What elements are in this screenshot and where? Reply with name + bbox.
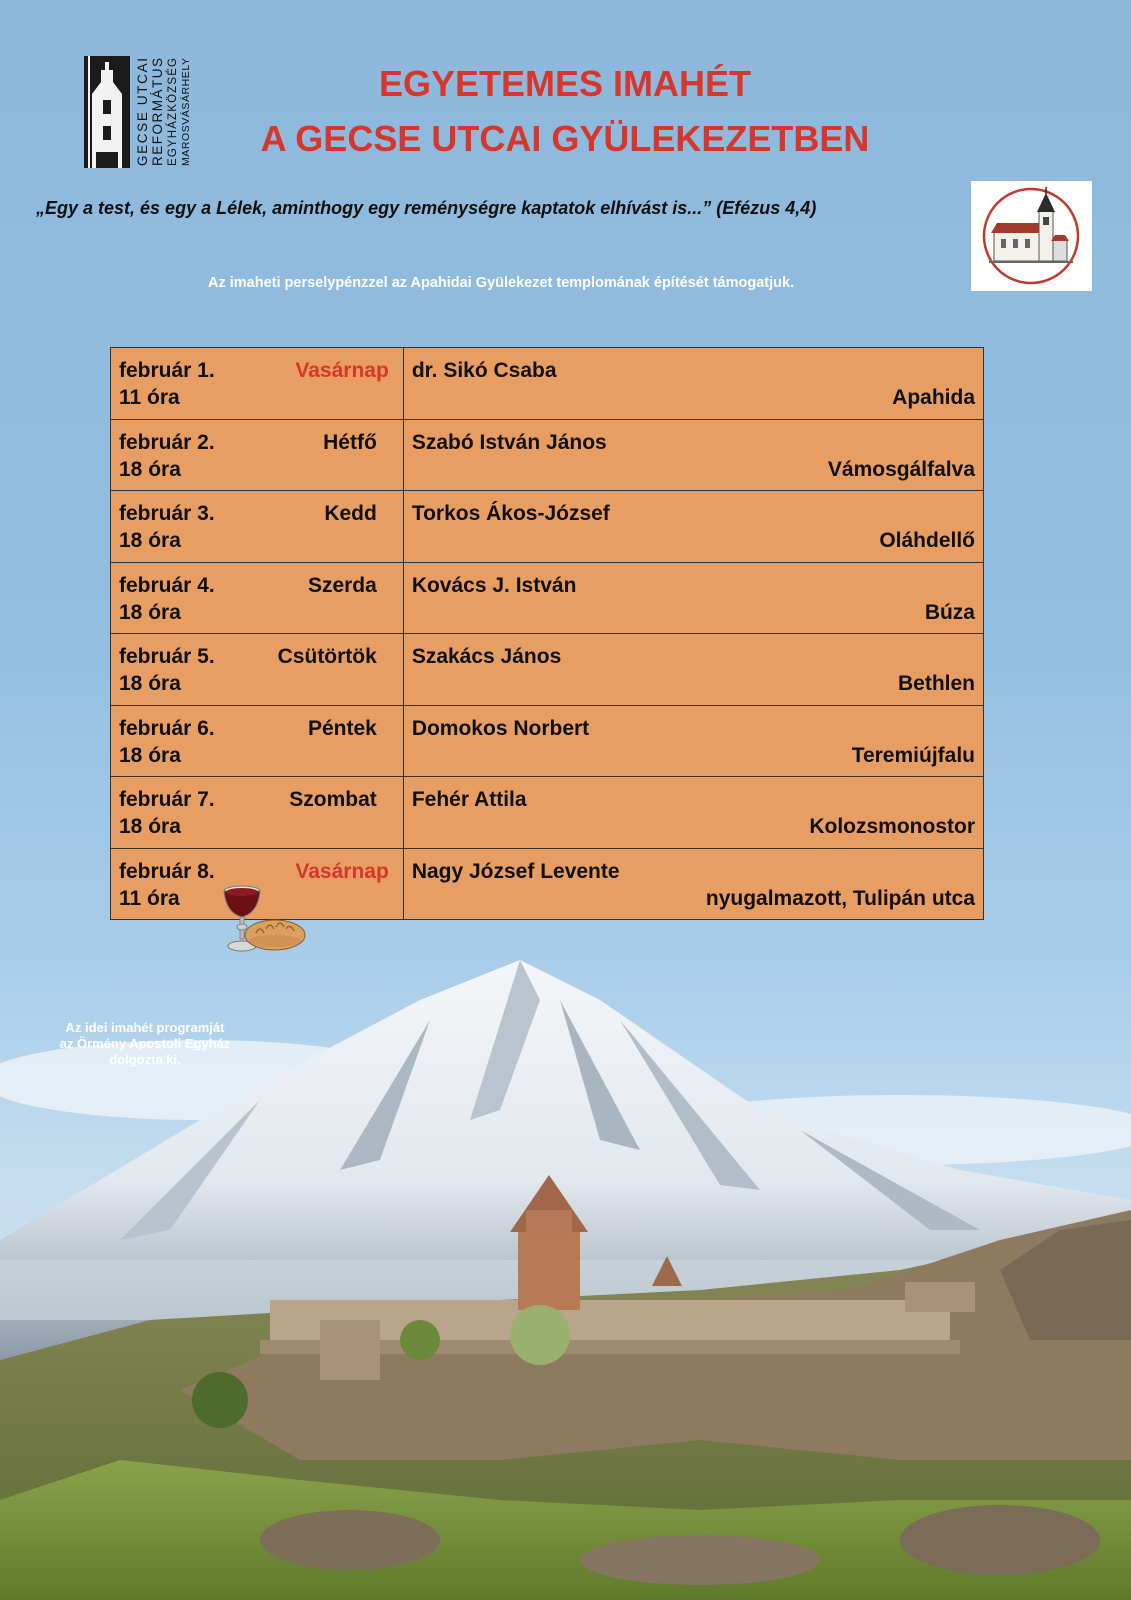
logo-line-2: REFORMÁTUS bbox=[150, 58, 165, 166]
schedule-date-cell bbox=[111, 348, 404, 420]
schedule-row bbox=[111, 705, 984, 777]
donation-note: Az imaheti perselypénzzel az Apahidai Gyülekezet templomának építését támogatjuk. bbox=[208, 275, 795, 291]
schedule-speaker-cell bbox=[403, 491, 983, 563]
schedule-speaker: Domokos Norbert bbox=[411, 716, 590, 740]
schedule-date-cell bbox=[111, 705, 404, 777]
schedule-weekday: Péntek bbox=[307, 716, 377, 740]
page-title-line-1: EGYETEMES IMAHÉT bbox=[378, 63, 752, 104]
schedule-time: 18 óra bbox=[119, 529, 181, 552]
schedule-speaker-cell bbox=[403, 348, 983, 420]
schedule-time: 11 óra bbox=[119, 386, 180, 409]
logo-line-3: EGYHÁZKÖZSÉG bbox=[167, 58, 179, 166]
schedule-date: február 7. bbox=[119, 788, 215, 811]
schedule-date-cell bbox=[111, 491, 404, 563]
schedule-speaker-cell bbox=[403, 777, 983, 849]
schedule-place: Vámosgálfalva bbox=[827, 457, 975, 481]
church-circle-icon-box bbox=[971, 181, 1092, 291]
schedule-speaker: Kovács J. István bbox=[411, 573, 577, 597]
schedule-row bbox=[111, 419, 984, 491]
schedule-speaker: dr. Sikó Csaba bbox=[411, 359, 557, 382]
schedule-weekday: Hétfő bbox=[323, 430, 377, 454]
schedule-time: 18 óra bbox=[119, 672, 181, 695]
schedule-date: február 4. bbox=[119, 573, 215, 597]
schedule-speaker-cell bbox=[403, 705, 983, 777]
schedule-row bbox=[111, 634, 984, 706]
schedule-place: Búza bbox=[924, 600, 975, 624]
bible-quote: „Egy a test, és egy a Lélek, aminthogy egy reménységre kaptatok elhívást is...” (Efézus 4,4) bbox=[36, 198, 817, 218]
schedule-speaker: Szabó István János bbox=[411, 430, 607, 454]
credit-note bbox=[30, 1020, 260, 1068]
schedule-speaker: Fehér Attila bbox=[411, 788, 527, 811]
schedule-date-cell bbox=[111, 777, 404, 849]
logo-line-1: GECSE UTCAI bbox=[135, 58, 150, 166]
schedule-place: nyugalmazott, Tulipán utca bbox=[705, 886, 975, 910]
schedule-place: Apahida bbox=[892, 386, 975, 409]
schedule-weekday: Kedd bbox=[324, 502, 377, 525]
schedule-place: Oláhdellő bbox=[879, 529, 975, 552]
schedule-time: 18 óra bbox=[119, 457, 181, 481]
schedule-row bbox=[111, 562, 984, 634]
schedule-speaker: Szakács János bbox=[411, 645, 562, 668]
church-circle-icon bbox=[971, 181, 1092, 291]
logo-line-4: MAROSVÁSÁRHELY bbox=[180, 58, 192, 166]
schedule-date-cell bbox=[111, 634, 404, 706]
schedule-place: Bethlen bbox=[897, 672, 975, 695]
schedule-speaker-cell bbox=[403, 419, 983, 491]
schedule-weekday: Szombat bbox=[289, 788, 377, 811]
logo-wordmark bbox=[133, 56, 203, 168]
page-title-line-2: A GECSE UTCAI GYÜLEKEZETBEN bbox=[260, 118, 870, 159]
schedule-time: 11 óra bbox=[119, 886, 180, 910]
schedule-speaker: Torkos Ákos-József bbox=[411, 502, 610, 525]
schedule-row bbox=[111, 348, 984, 420]
schedule-date: február 1. bbox=[119, 359, 215, 382]
schedule-speaker: Nagy József Levente bbox=[411, 859, 620, 883]
credit-line-2: az Örmény Apostoli Egyház bbox=[59, 1036, 231, 1051]
schedule-time: 18 óra bbox=[119, 815, 181, 838]
schedule-date: február 6. bbox=[119, 716, 215, 740]
schedule-speaker-cell bbox=[403, 634, 983, 706]
schedule-weekday: Vasárnap bbox=[295, 859, 389, 883]
schedule-speaker-cell bbox=[403, 848, 983, 920]
schedule-place: Kolozsmonostor bbox=[809, 815, 975, 838]
schedule-date: február 8. bbox=[119, 859, 215, 883]
credit-line-1: Az idei imahét programját bbox=[65, 1020, 225, 1035]
schedule-date: február 3. bbox=[119, 502, 215, 525]
schedule-time: 18 óra bbox=[119, 600, 181, 624]
schedule-speaker-cell bbox=[403, 562, 983, 634]
schedule-date: február 5. bbox=[119, 645, 215, 668]
schedule-row bbox=[111, 491, 984, 563]
schedule-date: február 2. bbox=[119, 430, 215, 454]
schedule-date-cell bbox=[111, 562, 404, 634]
schedule-time: 18 óra bbox=[119, 743, 181, 767]
schedule-weekday: Szerda bbox=[307, 573, 377, 597]
credit-line-3: dolgozta ki. bbox=[109, 1052, 181, 1067]
schedule-weekday: Csütörtök bbox=[277, 645, 377, 668]
schedule-weekday: Vasárnap bbox=[295, 359, 389, 382]
schedule-place: Teremiújfalu bbox=[851, 743, 975, 767]
schedule-row bbox=[111, 777, 984, 849]
schedule-date-cell bbox=[111, 419, 404, 491]
schedule-table bbox=[110, 347, 984, 920]
